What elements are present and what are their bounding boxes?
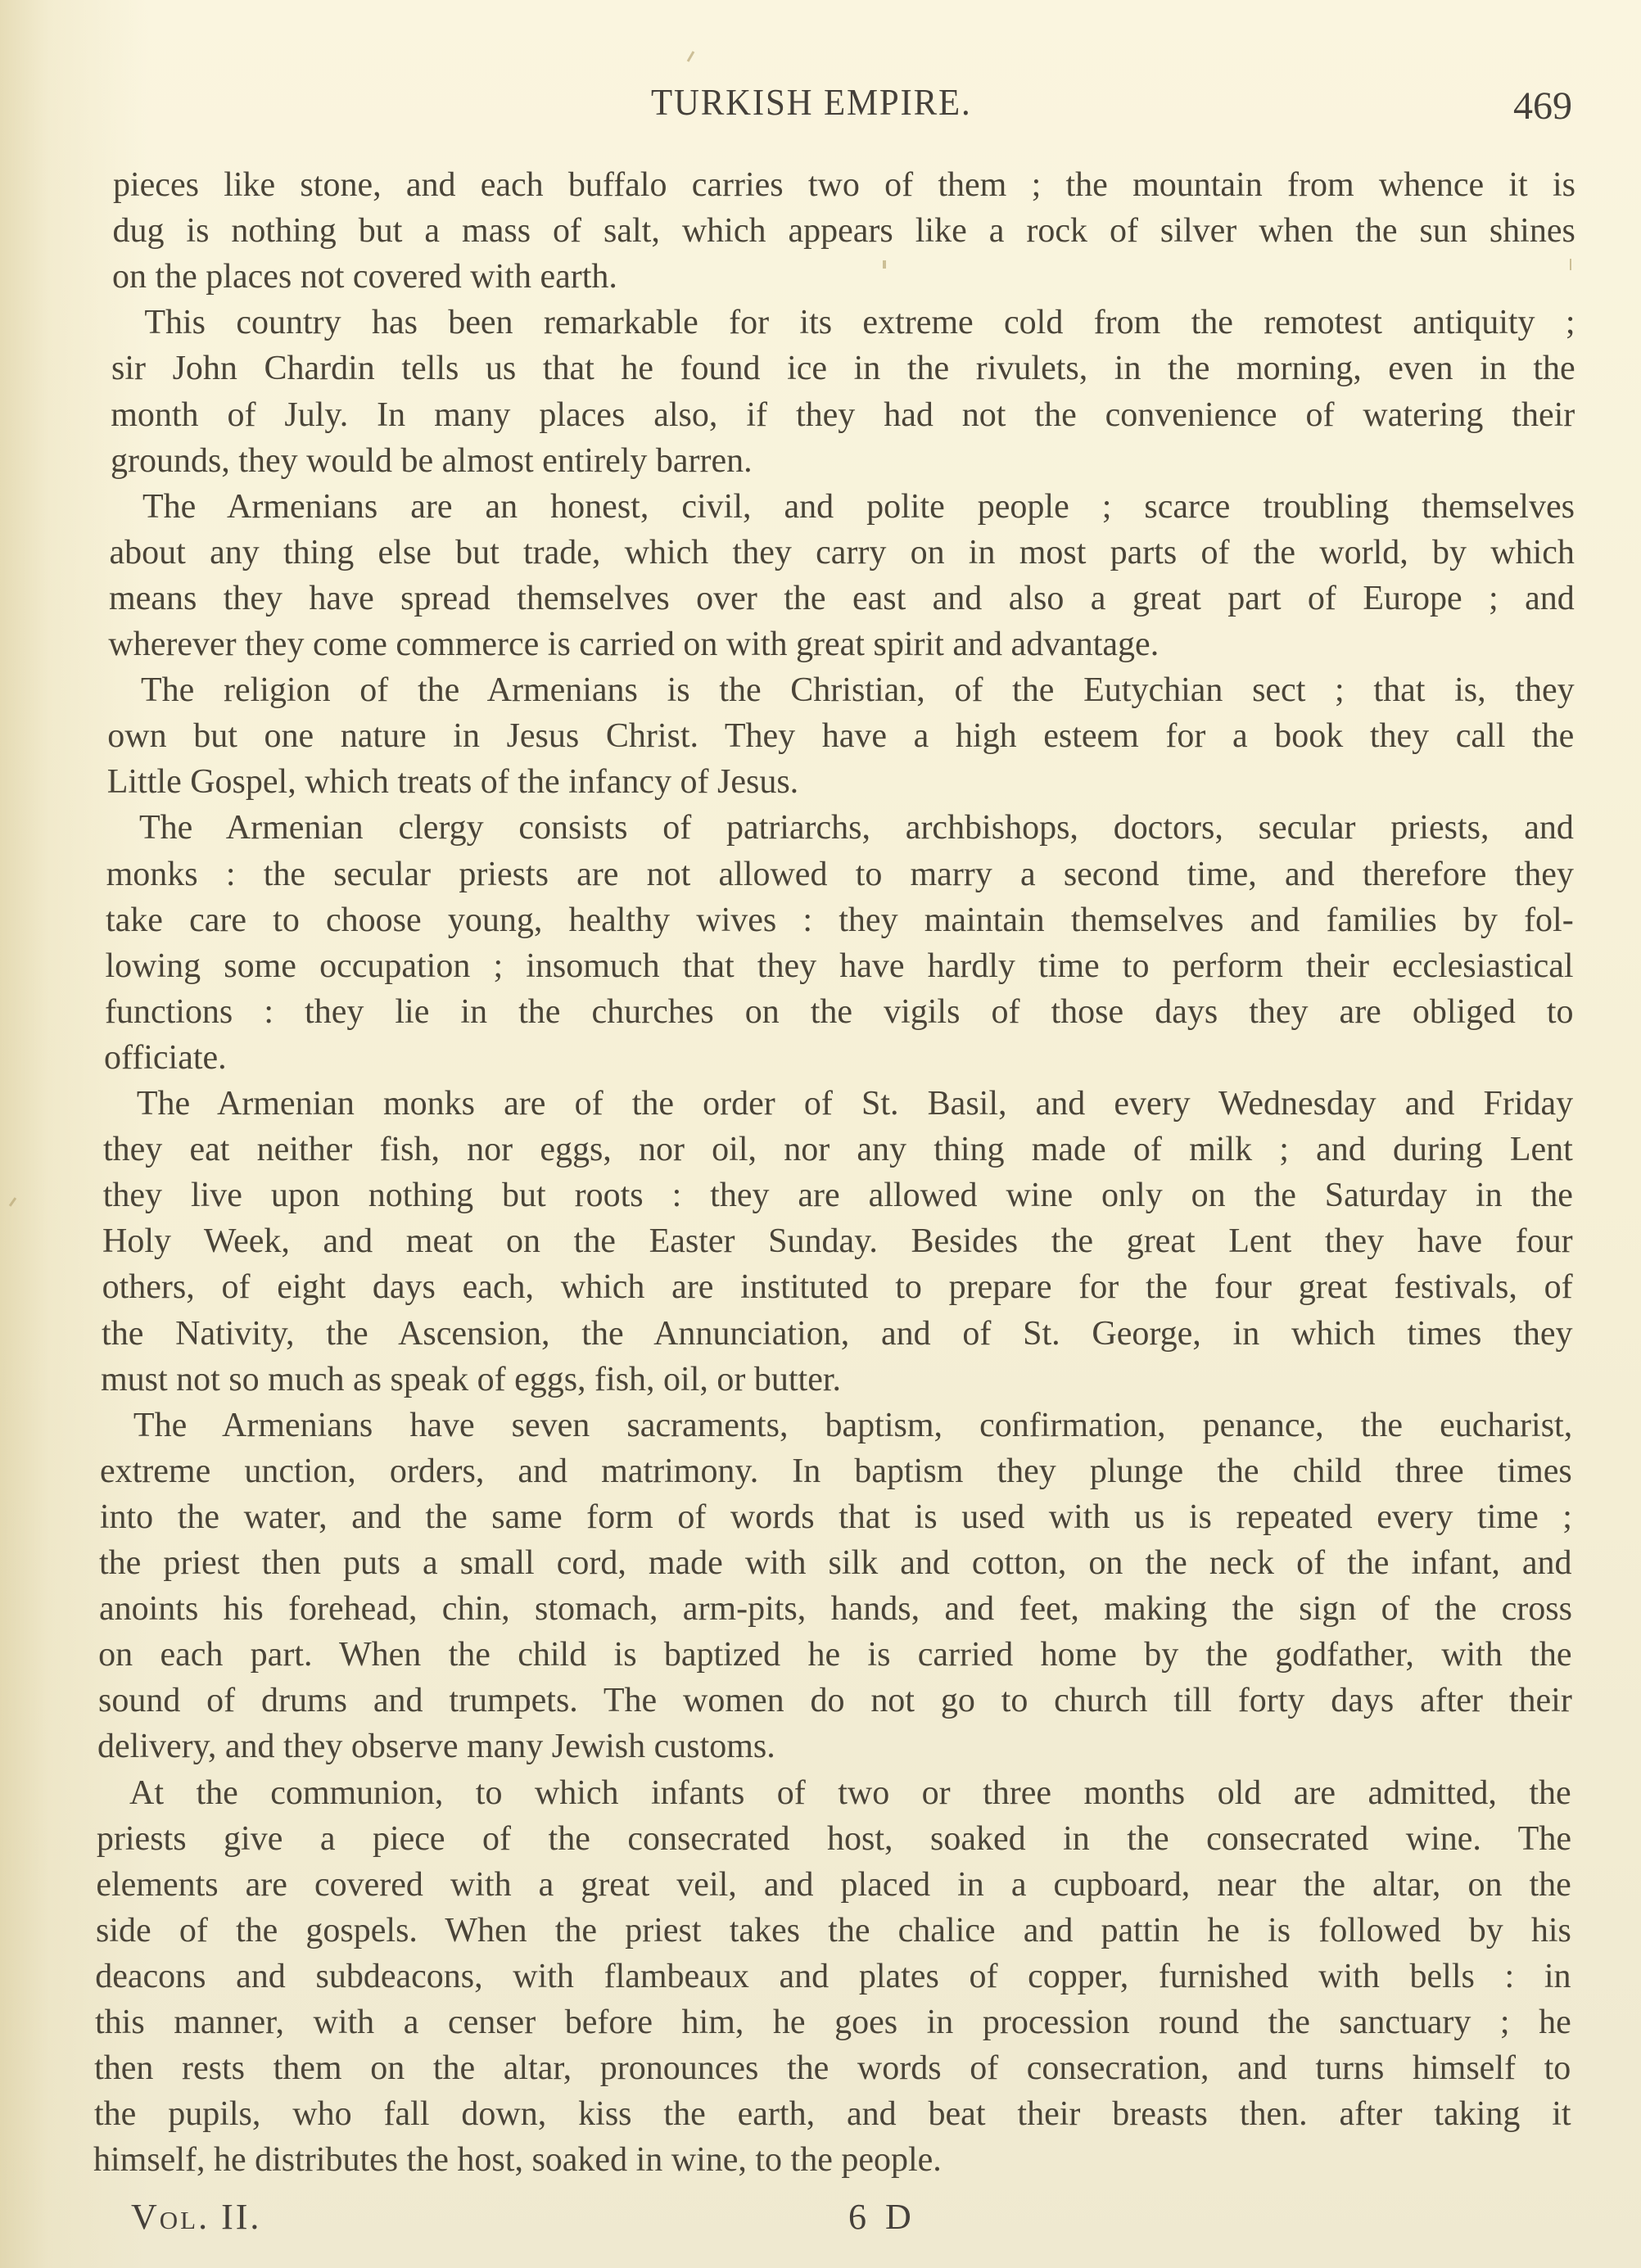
text-line: means they have spread themselves over the east and also a great part of Europe ; and	[108, 579, 1575, 617]
page-number: 469	[1513, 84, 1572, 128]
paper-speck	[9, 1197, 16, 1207]
text-line: the Nativity, the Ascension, the Annunciation, and of St. George, in which times they	[102, 1314, 1573, 1353]
text-line: elements are covered with a great veil, and placed in a cupboard, near the altar, on the	[96, 1865, 1571, 1904]
text-line: must not so much as speak of eggs, fish, oil, or butter.	[101, 1360, 842, 1398]
text-line: then rests them on the altar, pronounces the words of consecration, and turns himself to	[94, 2049, 1571, 2088]
text-line: about any thing else but trade, which they carry on in most parts of the world, by which	[109, 533, 1575, 572]
paper-speck	[1570, 259, 1571, 270]
paragraph-first-line: At the communion, to which infants of two or three months old are admitted, the	[129, 1773, 1572, 1812]
text-line: wherever they come commerce is carried on with great spirit and advantage.	[108, 626, 1160, 663]
text-line: functions : they lie in the churches on the vigils of those days they are obliged to	[104, 992, 1574, 1031]
text-line: the priest then puts a small cord, made with silk and cotton, on the neck of the infant, and	[99, 1544, 1572, 1582]
text-line: extreme unction, orders, and matrimony. In baptism they plunge the child three times	[100, 1452, 1573, 1490]
text-line: dug is nothing but a mass of salt, which appears like a rock of silver when the sun shines	[112, 212, 1575, 251]
text-line: into the water, and the same form of words that is used with us is repeated every time ;	[99, 1498, 1572, 1536]
text-line: they live upon nothing but roots : they are allowed wine only on the Saturday in the	[102, 1177, 1573, 1215]
paper-speck	[883, 260, 886, 269]
text-line: delivery, and they observe many Jewish customs.	[97, 1728, 775, 1766]
text-line: pieces like stone, and each buffalo carries two of them ; the mountain from whence it is	[113, 166, 1575, 204]
text-line: on each part. When the child is baptized he is carried home by the godfather, with the	[98, 1636, 1572, 1674]
text-line: monks : the secular priests are not allowed to marry a second time, and therefore they	[106, 855, 1574, 893]
text-line: Little Gospel, which treats of the infancy of Jesus.	[106, 763, 799, 802]
volume-label: Vol. II.	[131, 2197, 262, 2237]
text-line: deacons and subdeacons, with flambeaux and plates of copper, furnished with bells : in	[95, 1957, 1571, 1995]
text-line: priests give a piece of the consecrated host, soaked in the consecrated wine. The	[96, 1819, 1571, 1858]
paragraph-first-line: This country has been remarkable for its extreme cold from the remotest antiquity ;	[144, 304, 1575, 342]
text-line: the pupils, who fall down, kiss the earth, and beat their breasts then. after taking it	[93, 2095, 1571, 2134]
text-line: Holy Week, and meat on the Easter Sunday. Besides the great Lent they have four	[102, 1222, 1573, 1261]
text-line: grounds, they would be almost entirely barren.	[110, 441, 753, 480]
text-line: sir John Chardin tells us that he found ice in the rivulets, in the morning, even in the	[111, 350, 1575, 388]
text-line: officiate.	[104, 1038, 228, 1077]
text-line: lowing some occupation ; insomuch that they have hardly time to perform their ecclesiastical	[105, 947, 1574, 985]
paragraph-first-line: The Armenian monks are of the order of St. Basil, and every Wednesday and Friday	[136, 1085, 1574, 1123]
text-line: month of July. In many places also, if they had not the convenience of watering their	[111, 395, 1575, 434]
running-title: TURKISH EMPIRE.	[651, 81, 972, 123]
paragraph-first-line: The Armenians have seven sacraments, baptism, confirmation, penance, the eucharist,	[133, 1406, 1573, 1444]
text-line: this manner, with a censer before him, he goes in procession round the sanctuary ; he	[94, 2004, 1571, 2041]
paragraph-first-line: The religion of the Armenians is the Christian, of the Eutychian sect ; that is, they	[140, 671, 1575, 710]
paragraph-first-line: The Armenians are an honest, civil, and polite people ; scarce troubling themselves	[142, 487, 1575, 526]
paragraph-first-line: The Armenian clergy consists of patriarchs, archbishops, doctors, secular priests, and	[139, 809, 1575, 847]
text-line: others, of eight days each, which are instituted to prepare for the four great festivals, of	[102, 1268, 1573, 1307]
text-line: own but one nature in Jesus Christ. They have a high esteem for a book they call the	[107, 717, 1575, 756]
text-line: sound of drums and trumpets. The women do not go to church till forty days after their	[97, 1682, 1572, 1720]
text-line: on the places not covered with earth.	[111, 258, 617, 296]
paper-speck	[687, 51, 695, 62]
text-line: anoints his forehead, chin, stomach, arm-pits, hands, and feet, making the sign of the cross	[98, 1590, 1572, 1629]
text-line: they eat neither fish, nor eggs, nor oil, nor any thing made of milk ; and during Lent	[103, 1131, 1574, 1169]
signature-mark: 6 D	[848, 2197, 916, 2237]
text-line: himself, he distributes the host, soaked in wine, to the people.	[93, 2141, 942, 2180]
text-line: side of the gospels. When the priest takes the chalice and pattin he is followed by his	[95, 1911, 1571, 1949]
text-line: take care to choose young, healthy wives : they maintain themselves and families by fol-	[106, 901, 1574, 939]
